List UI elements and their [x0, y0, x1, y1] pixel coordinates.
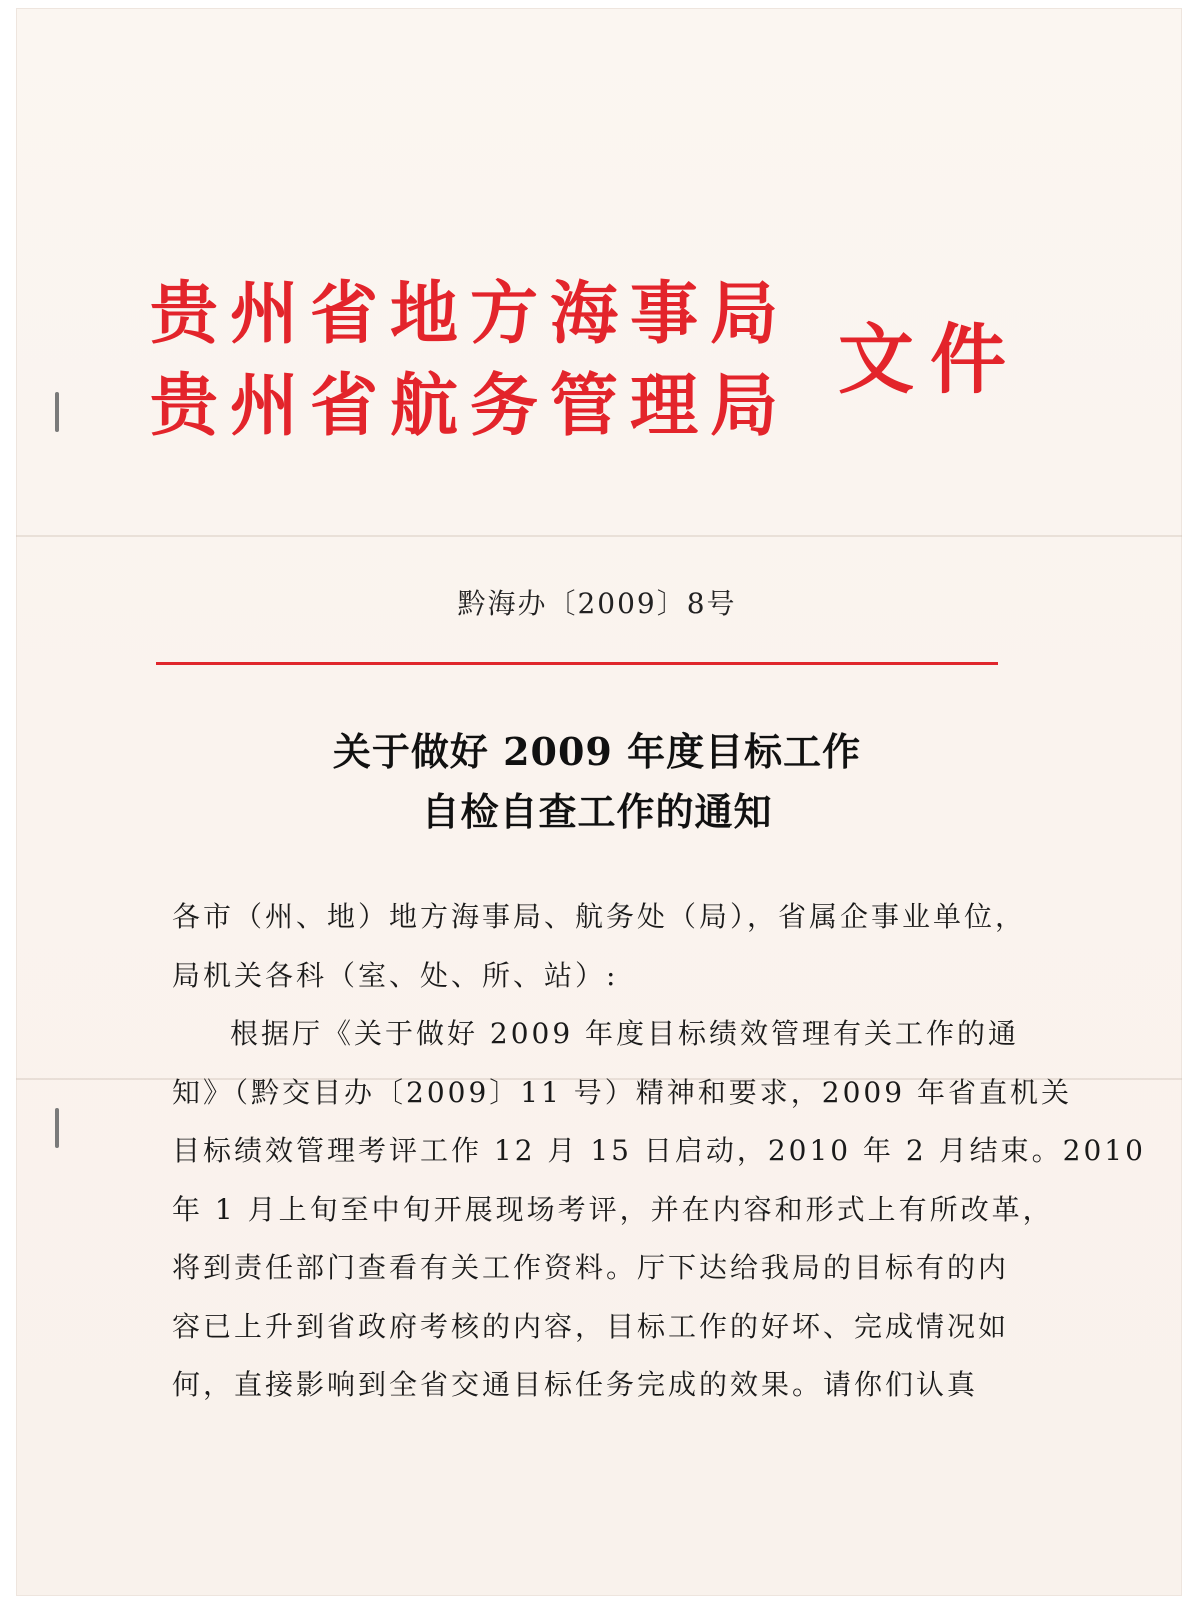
paragraph-line: 年 1 月上旬至中旬开展现场考评，并在内容和形式上有所改革， [172, 1192, 1054, 1226]
addressee-line: 局机关各科（室、处、所、站）: [172, 958, 619, 992]
document-number: 黔海办〔2009〕8号 [457, 587, 737, 620]
title-line: 自检自查工作的通知 [421, 789, 773, 834]
paragraph-line: 目标绩效管理考评工作 12 月 15 日启动，2010 年 2 月结束。2010 [172, 1134, 1146, 1167]
paragraph-line: 将到责任部门查看有关工作资料。厅下达给我局的目标有的内 [172, 1251, 1010, 1284]
paragraph-line: 何，直接影响到全省交通目标任务完成的效果。请你们认真 [172, 1368, 979, 1401]
document-title [0, 722, 1194, 842]
paper-fold [16, 535, 1182, 537]
issuing-agencies [150, 268, 790, 452]
addressee-line: 各市（州、地）地方海事局、航务处（局），省属企事业单位， [172, 900, 1027, 933]
agency-name: 贵州省地方海事局 [150, 274, 791, 354]
document-body [172, 888, 1146, 1415]
document-type-label: 文件 [838, 315, 1022, 404]
paragraph-line: 容已上升到省政府考核的内容，目标工作的好坏、完成情况如 [172, 1309, 1010, 1343]
paragraph-line: 知》（黔交目办〔2009〕11 号）精神和要求，2009 年省直机关 [172, 1075, 1072, 1109]
staple [55, 1108, 59, 1148]
paragraph-line: 根据厅《关于做好 2009 年度目标绩效管理有关工作的通 [230, 1017, 1020, 1050]
red-divider [156, 662, 998, 665]
staple [55, 392, 59, 432]
agency-name: 贵州省航务管理局 [150, 366, 791, 446]
title-line: 关于做好 2009 年度目标工作 [332, 729, 862, 774]
